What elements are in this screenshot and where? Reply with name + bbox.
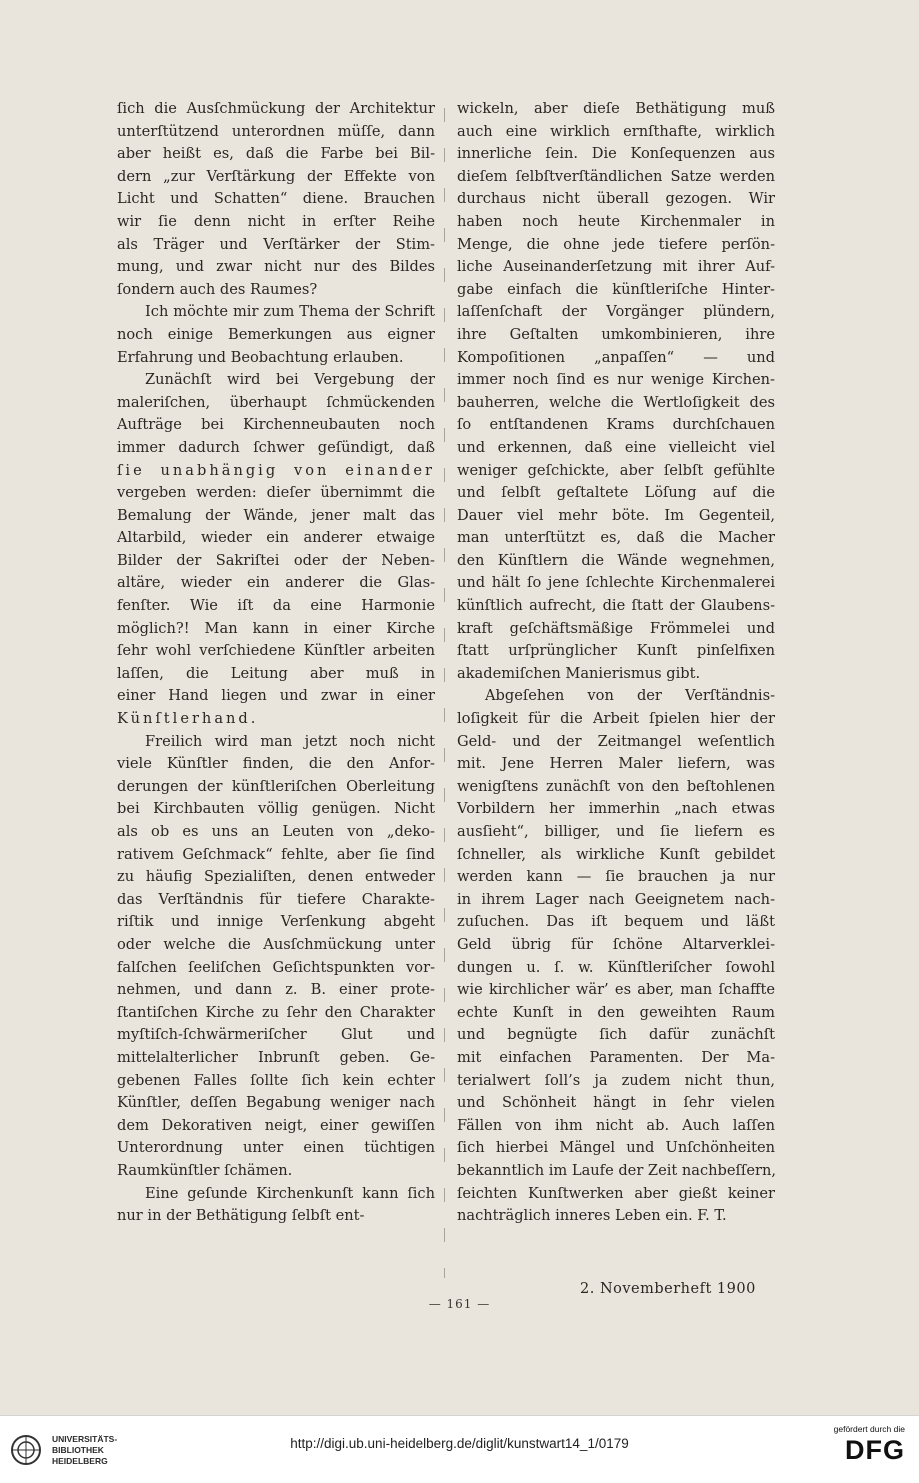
text-line: ſtantiſchen Kirche zu ſehr den Charakter	[117, 1003, 435, 1021]
text-line: loſigkeit für die Arbeit ſpielen hier der	[457, 710, 775, 728]
text-line: künſtlich aufrecht, die ſtatt der Glaubens-	[457, 597, 775, 615]
text-line: akademiſchen Manierismus gibt.	[457, 664, 701, 682]
text-line: weniger geſchickte, aber ſelbſt gefühlte	[457, 461, 775, 479]
text-line: dern „zur Verſtärkung der Effekte von	[117, 167, 435, 185]
library-name-line: BIBLIOTHEK	[52, 1445, 104, 1455]
text-line: noch einige Bemerkungen aus eigner	[117, 325, 435, 343]
right-text-column	[457, 98, 775, 1228]
text-line: mittelalterlicher Inbrunſt geben. Ge-	[117, 1048, 435, 1066]
text-line: immer dadurch ſchwer geſündigt, daß	[117, 438, 435, 456]
text-line: nachträglich inneres Leben ein. F. T.	[457, 1207, 727, 1225]
text-line: als Träger und Verſtärker der Stim-	[117, 235, 435, 253]
text-line: terialwert ſoll’s ja zudem nicht thun,	[457, 1071, 775, 1089]
text-line: immer noch ſind es nur wenige Kirchen-	[457, 371, 775, 389]
text-line: ſich die Ausſchmückung der Architektur	[117, 100, 435, 117]
text-line: wie kirchlicher wär’ es aber, man ſchaffte	[457, 981, 775, 999]
text-line: wickeln, aber dieſe Bethätigung muß	[457, 100, 775, 117]
text-line: und ſelbſt geſtaltete Löſung auf die	[457, 484, 775, 502]
text-line: kraft geſchäftsmäßige Frömmelei und	[457, 619, 775, 637]
text-line: Kompoſitionen „anpaſſen“ — und	[457, 348, 775, 366]
text-line: Altarbild, wieder ein anderer etwaige	[117, 529, 435, 547]
text-line: dungen u. ſ. w. Künſtleriſcher ſowohl	[457, 958, 775, 976]
text-line: Geld- und der Zeitmangel weſentlich	[457, 732, 775, 750]
text-line: auch eine wirklich ernſthafte, wirklich	[457, 122, 775, 140]
text-line: möglich?! Man kann in einer Kirche	[117, 619, 435, 637]
text-line: Künſtlerhand.	[117, 710, 259, 728]
text-line: Vorbildern her immerhin „nach etwas	[457, 800, 775, 818]
text-line: oder welche die Ausſchmückung unter	[117, 935, 435, 953]
text-line: ausſieht“, billiger, und ſie liefern es	[457, 823, 775, 840]
text-line: Aufträge bei Kirchenneubauten noch	[117, 416, 435, 434]
text-line: bekanntlich im Laufe der Zeit nachbeſſern,	[457, 1161, 776, 1179]
sponsor-caption: gefördert durch die	[833, 1424, 905, 1434]
text-line: ſeichten Kunſtwerken aber gießt keiner	[457, 1184, 775, 1202]
text-line: Fällen von ihm nicht ab. Auch laſſen	[457, 1116, 775, 1134]
text-line: ihre Geſtalten umkombinieren, ihre	[457, 325, 775, 343]
text-line: dem Dekorativen neigt, einer gewiſſen	[117, 1116, 435, 1134]
text-line: und begnügte ſich dafür zunächſt	[457, 1026, 775, 1044]
text-line: ſchneller, als wirkliche Kunſt gebildet	[457, 845, 775, 863]
text-line: viele Künſtler finden, die den Anfor-	[117, 755, 435, 773]
text-line: ſehr wohl verſchiedene Künſtler arbeiten	[117, 642, 435, 660]
text-line: Künſtler, deſſen Begabung weniger nach	[117, 1094, 435, 1112]
text-line: zu häufig Spezialiſten, denen entweder	[117, 868, 435, 886]
text-line: Menge, die ohne jede tiefere perſön-	[457, 235, 775, 253]
library-name-line: UNIVERSITÄTS-	[52, 1434, 118, 1444]
text-line: und erkennen, daß eine vielleicht viel	[457, 438, 775, 456]
left-text-column	[117, 98, 435, 1228]
text-line: Bilder der Sakriſtei oder der Neben-	[117, 551, 435, 569]
text-line: fenſter. Wie iſt da eine Harmonie	[117, 597, 435, 615]
sponsor-logo[interactable]	[813, 1424, 905, 1464]
text-line: riſtik und innige Verſenkung abgeht	[117, 913, 435, 931]
text-line: echte Kunſt in den geweihten Raum	[457, 1003, 775, 1021]
text-line: dieſem ſelbſtverſtändlichen Satze werden	[457, 167, 775, 185]
text-line: mit einfachen Paramenten. Der Ma-	[457, 1048, 775, 1066]
text-line: Eine geſunde Kirchenkunſt kann ſich	[145, 1184, 435, 1202]
text-line: nur in der Bethätigung ſelbſt ent-	[117, 1207, 365, 1225]
column-divider	[444, 108, 445, 1278]
text-line: zuſuchen. Das iſt bequem und läßt	[457, 913, 775, 931]
permalink-url[interactable]: http://digi.ub.uni-heidelberg.de/diglit/kunstwart14_1/0179	[290, 1436, 629, 1451]
text-line: Geld übrig für ſchöne Altarverklei-	[457, 935, 775, 953]
text-line: Zunächſt wird bei Vergebung der	[145, 371, 435, 389]
text-line: aber heißt es, daß die Farbe bei Bil-	[117, 145, 435, 163]
text-line: einer Hand liegen und zwar in einer	[117, 687, 435, 705]
text-line: ſo entſtandenen Krams durchſchauen	[457, 416, 775, 434]
text-line: mit. Jene Herren Maler liefern, was	[457, 755, 775, 773]
text-line: Unterordnung unter einen tüchtigen	[117, 1139, 435, 1157]
text-line: laſſen, die Leitung aber muß in	[117, 664, 435, 682]
text-line: mung, und zwar nicht nur des Bildes	[117, 258, 435, 276]
text-line: ſie unabhängig von einander	[117, 461, 435, 479]
text-line: laſſenſchaft der Vorgänger plündern,	[457, 303, 775, 321]
text-line: Erfahrung und Beobachtung erlauben.	[117, 348, 404, 366]
text-line: in ihrem Lager nach Geeignetem nach-	[457, 890, 775, 908]
text-line: ſondern auch des Raumes?	[117, 280, 318, 298]
text-line: falſchen ſeeliſchen Geſichtspunkten vor-	[117, 958, 435, 976]
text-line: altäre, wieder ein anderer die Glas-	[117, 574, 435, 592]
text-line: nehmen, und dann z. B. einer prote-	[117, 981, 435, 999]
text-line: bei Kirchbauten völlig genügen. Nicht	[117, 800, 435, 818]
footer-bar	[0, 1415, 919, 1483]
text-line: und Schönheit hängt in ſehr vielen	[457, 1094, 775, 1112]
text-line: man unterſtützt es, daß die Macher	[457, 529, 775, 547]
text-line: wenigſtens zunächſt von den beſtohlenen	[457, 777, 775, 795]
text-line: gebenen Falles ſollte ſich kein echter	[117, 1071, 435, 1089]
text-line: Freilich wird man jetzt noch nicht	[145, 732, 435, 750]
text-line: unterſtützend unterordnen müſſe, dann	[117, 122, 435, 140]
text-line: myſtiſch-ſchwärmeriſcher Glut und	[117, 1026, 435, 1044]
text-line: ſtatt urſprünglicher Kunſt pinſelfixen	[457, 642, 775, 660]
text-line: und hält ſo jene ſchlechte Kirchenmalerei	[457, 574, 775, 592]
text-line: den Künſtlern die Wände wegnehmen,	[457, 551, 775, 569]
text-line: durchaus nicht überall gezogen. Wir	[457, 190, 775, 208]
text-line: maleriſchen, überhaupt ſchmückenden	[117, 393, 435, 411]
issue-date: 2. Novemberheft 1900	[580, 1281, 756, 1297]
text-line: Bemalung der Wände, jener malt das	[117, 506, 435, 524]
text-line: Abgeſehen von der Verſtändnis-	[485, 687, 775, 705]
text-line: das Verſtändnis für tiefere Charakte-	[117, 890, 435, 908]
text-line: liche Auseinanderſetzung mit ihrer Auf-	[457, 258, 775, 276]
text-line: Raumkünſtler ſchämen.	[117, 1161, 293, 1179]
text-line: rativem Geſchmack“ fehlte, aber ſie ſind	[117, 845, 435, 863]
text-line: werden kann — ſie brauchen ja nur	[457, 868, 775, 886]
text-line: gabe einfach die künſtleriſche Hinter-	[457, 280, 775, 298]
text-line: haben noch heute Kirchenmaler in	[457, 212, 775, 230]
text-line: derungen der künſtleriſchen Oberleitung	[117, 777, 435, 795]
library-name-line: HEIDELBERG	[52, 1456, 108, 1466]
text-line: ſich hierbei Mängel und Unſchönheiten	[457, 1139, 775, 1157]
text-line: Dauer viel mehr böte. Im Gegenteil,	[457, 506, 775, 524]
page-number: — 161 —	[428, 1297, 491, 1311]
text-line: innerliche ſein. Die Konſequenzen aus	[457, 145, 775, 163]
text-line: bauherren, welche die Wertloſigkeit des	[457, 393, 775, 411]
text-line: Ich möchte mir zum Thema der Schrift	[145, 303, 435, 321]
dfg-logo: DFG	[845, 1435, 905, 1465]
text-line: vergeben werden: dieſer übernimmt die	[117, 484, 435, 502]
text-line: als ob es uns an Leuten von „deko-	[117, 823, 435, 840]
text-line: Licht und Schatten“ diene. Brauchen	[117, 190, 435, 208]
text-line: wir ſie denn nicht in erſter Reihe	[117, 212, 435, 230]
